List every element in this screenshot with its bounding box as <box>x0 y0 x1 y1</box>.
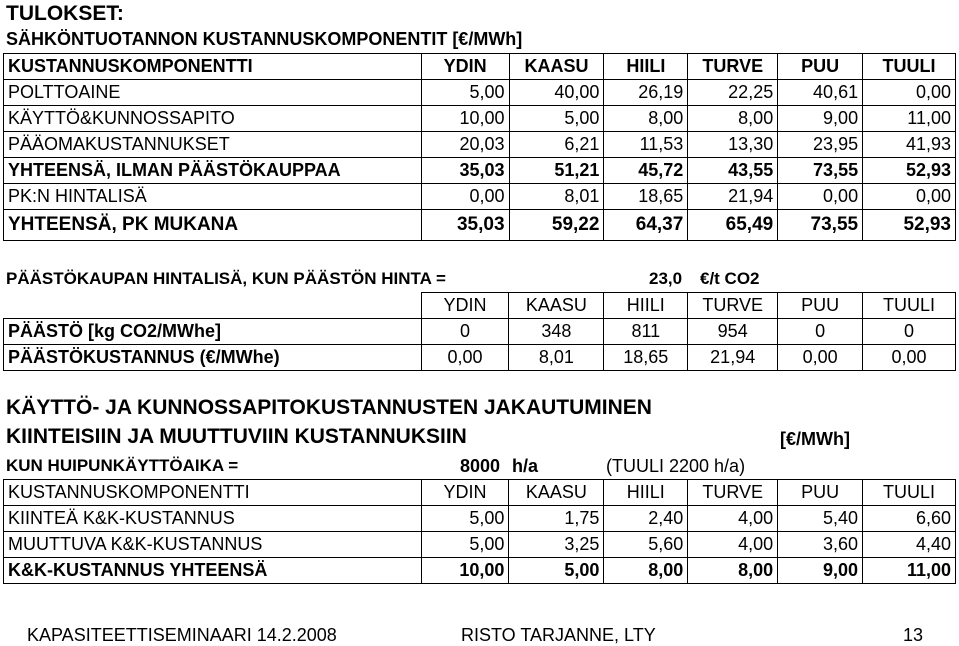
header-cell: KUSTANNUSKOMPONENTTI <box>4 480 422 506</box>
table-cell: 73,55 <box>778 210 863 241</box>
table-cell: 21,94 <box>688 184 778 210</box>
table-cell: 348 <box>509 319 604 345</box>
table-cell: 6,60 <box>863 506 956 532</box>
table-row <box>4 184 956 210</box>
table-row <box>4 558 956 584</box>
table-row <box>4 132 956 158</box>
row-label: PÄÄOMAKUSTANNUKSET <box>4 132 422 158</box>
table-cell: 0,00 <box>863 345 956 371</box>
table-cell: 35,03 <box>421 210 509 241</box>
emission-price-value: 23,0 <box>649 269 683 288</box>
emission-table <box>3 292 956 371</box>
table-header-row <box>4 293 956 319</box>
header-cell: KAASU <box>509 54 604 80</box>
cost-components-table <box>3 53 956 241</box>
table-cell: 4,00 <box>688 506 778 532</box>
table-row <box>4 210 956 241</box>
table-cell: 35,03 <box>421 158 509 184</box>
row-label: PÄÄSTÖKUSTANNUS (€/MWhe) <box>4 345 422 371</box>
table-cell: 23,95 <box>778 132 863 158</box>
header-cell: TUULI <box>863 293 956 319</box>
row-label: KÄYTTÖ&KUNNOSSAPITO <box>4 106 422 132</box>
page-title: TULOKSET: <box>6 2 124 25</box>
table-cell: 0,00 <box>421 345 509 371</box>
row-label: YHTEENSÄ, PK MUKANA <box>4 210 422 241</box>
table-cell: 10,00 <box>421 106 509 132</box>
table-cell: 45,72 <box>604 158 688 184</box>
table-cell: 8,00 <box>688 558 778 584</box>
table-cell: 5,00 <box>421 532 509 558</box>
table-cell: 3,25 <box>509 532 604 558</box>
table-cell: 3,60 <box>778 532 863 558</box>
om-cost-table <box>3 479 956 584</box>
table-cell: 8,01 <box>509 184 604 210</box>
table-cell: 5,00 <box>509 106 604 132</box>
header-cell: HIILI <box>604 54 688 80</box>
row-label: YHTEENSÄ, ILMAN PÄÄSTÖKAUPPAA <box>4 158 422 184</box>
emission-price-label: PÄÄSTÖKAUPAN HINTALISÄ, KUN PÄÄSTÖN HINTA = <box>6 269 446 288</box>
table-cell: 65,49 <box>688 210 778 241</box>
table-cell: 8,01 <box>509 345 604 371</box>
table-row <box>4 345 956 371</box>
table-cell: 4,00 <box>688 532 778 558</box>
header-cell: HIILI <box>604 480 688 506</box>
header-cell: TUULI <box>863 480 956 506</box>
table-cell: 0,00 <box>863 80 956 106</box>
table-cell: 4,40 <box>863 532 956 558</box>
table-cell: 954 <box>688 319 778 345</box>
table-row <box>4 532 956 558</box>
table-cell: 8,00 <box>604 558 688 584</box>
table-cell: 0 <box>421 319 509 345</box>
table-cell: 21,94 <box>688 345 778 371</box>
emission-price-unit: €/t CO2 <box>700 269 760 288</box>
footer-event: KAPASITEETTISEMINAARI 14.2.2008 <box>27 625 337 645</box>
table-cell: 1,75 <box>509 506 604 532</box>
table-cell: 18,65 <box>604 184 688 210</box>
header-cell: TURVE <box>688 480 778 506</box>
peak-label: KUN HUIPUNKÄYTTÖAIKA = <box>6 456 239 475</box>
table-header-row <box>4 54 956 80</box>
table-cell: 51,21 <box>509 158 604 184</box>
table-cell: 8,00 <box>688 106 778 132</box>
table-row <box>4 80 956 106</box>
header-cell: KUSTANNUSKOMPONENTTI <box>4 54 422 80</box>
table-cell: 13,30 <box>688 132 778 158</box>
page-number: 13 <box>903 625 924 645</box>
table-cell: 0,00 <box>421 184 509 210</box>
table-cell: 41,93 <box>863 132 956 158</box>
header-cell: KAASU <box>509 293 604 319</box>
table-row <box>4 158 956 184</box>
row-label: POLTTOAINE <box>4 80 422 106</box>
header-cell: PUU <box>778 54 863 80</box>
table-row <box>4 506 956 532</box>
table-cell: 5,00 <box>421 80 509 106</box>
table-row <box>4 319 956 345</box>
table-cell: 20,03 <box>421 132 509 158</box>
wind-note: (TUULI 2200 h/a) <box>606 456 746 476</box>
peak-unit: h/a <box>512 456 539 476</box>
peak-value: 8000 <box>460 456 501 476</box>
table-cell: 9,00 <box>778 558 863 584</box>
table-cell: 22,25 <box>688 80 778 106</box>
row-label: PÄÄSTÖ [kg CO2/MWhe] <box>4 319 422 345</box>
table-header-row <box>4 480 956 506</box>
footer-author: RISTO TARJANNE, LTY <box>461 625 656 645</box>
table-cell: 64,37 <box>604 210 688 241</box>
section3-heading-1: KÄYTTÖ- JA KUNNOSSAPITOKUSTANNUSTEN JAKAUTUMINEN <box>6 396 652 419</box>
table-cell: 0 <box>778 319 863 345</box>
table-cell: 5,40 <box>778 506 863 532</box>
header-cell: HIILI <box>604 293 688 319</box>
table-cell: 9,00 <box>778 106 863 132</box>
table-cell: 5,00 <box>509 558 604 584</box>
table-cell: 59,22 <box>509 210 604 241</box>
table-cell: 11,00 <box>863 558 956 584</box>
header-cell: YDIN <box>421 54 509 80</box>
table-cell: 6,21 <box>509 132 604 158</box>
table-row <box>4 106 956 132</box>
table-cell: 11,53 <box>604 132 688 158</box>
table-cell: 73,55 <box>778 158 863 184</box>
table-cell: 52,93 <box>863 158 956 184</box>
header-cell: TURVE <box>688 54 778 80</box>
row-label: PK:N HINTALISÄ <box>4 184 422 210</box>
row-label: KIINTEÄ K&K-KUSTANNUS <box>4 506 422 532</box>
section3-heading-2: KIINTEISIIN JA MUUTTUVIIN KUSTANNUKSIIN <box>6 425 467 448</box>
table-cell: 52,93 <box>863 210 956 241</box>
row-label: MUUTTUVA K&K-KUSTANNUS <box>4 532 422 558</box>
table-cell: 5,00 <box>421 506 509 532</box>
section3-unit: [€/MWh] <box>780 429 850 449</box>
empty-cell <box>4 293 422 319</box>
table-cell: 18,65 <box>604 345 688 371</box>
table-cell: 26,19 <box>604 80 688 106</box>
table-cell: 40,00 <box>509 80 604 106</box>
table-cell: 0,00 <box>778 345 863 371</box>
table-cell: 43,55 <box>688 158 778 184</box>
section1-heading: SÄHKÖNTUOTANNON KUSTANNUSKOMPONENTIT [€/MWh] <box>6 29 523 49</box>
header-cell: TUULI <box>863 54 956 80</box>
table-cell: 40,61 <box>778 80 863 106</box>
header-cell: KAASU <box>509 480 604 506</box>
table-cell: 10,00 <box>421 558 509 584</box>
header-cell: TURVE <box>688 293 778 319</box>
table-cell: 0,00 <box>778 184 863 210</box>
table-cell: 8,00 <box>604 106 688 132</box>
row-label: K&K-KUSTANNUS YHTEENSÄ <box>4 558 422 584</box>
table-cell: 11,00 <box>863 106 956 132</box>
table-cell: 811 <box>604 319 688 345</box>
header-cell: YDIN <box>421 480 509 506</box>
table-cell: 0 <box>863 319 956 345</box>
header-cell: YDIN <box>421 293 509 319</box>
header-cell: PUU <box>778 293 863 319</box>
table-cell: 5,60 <box>604 532 688 558</box>
header-cell: PUU <box>778 480 863 506</box>
table-cell: 0,00 <box>863 184 956 210</box>
table-cell: 2,40 <box>604 506 688 532</box>
